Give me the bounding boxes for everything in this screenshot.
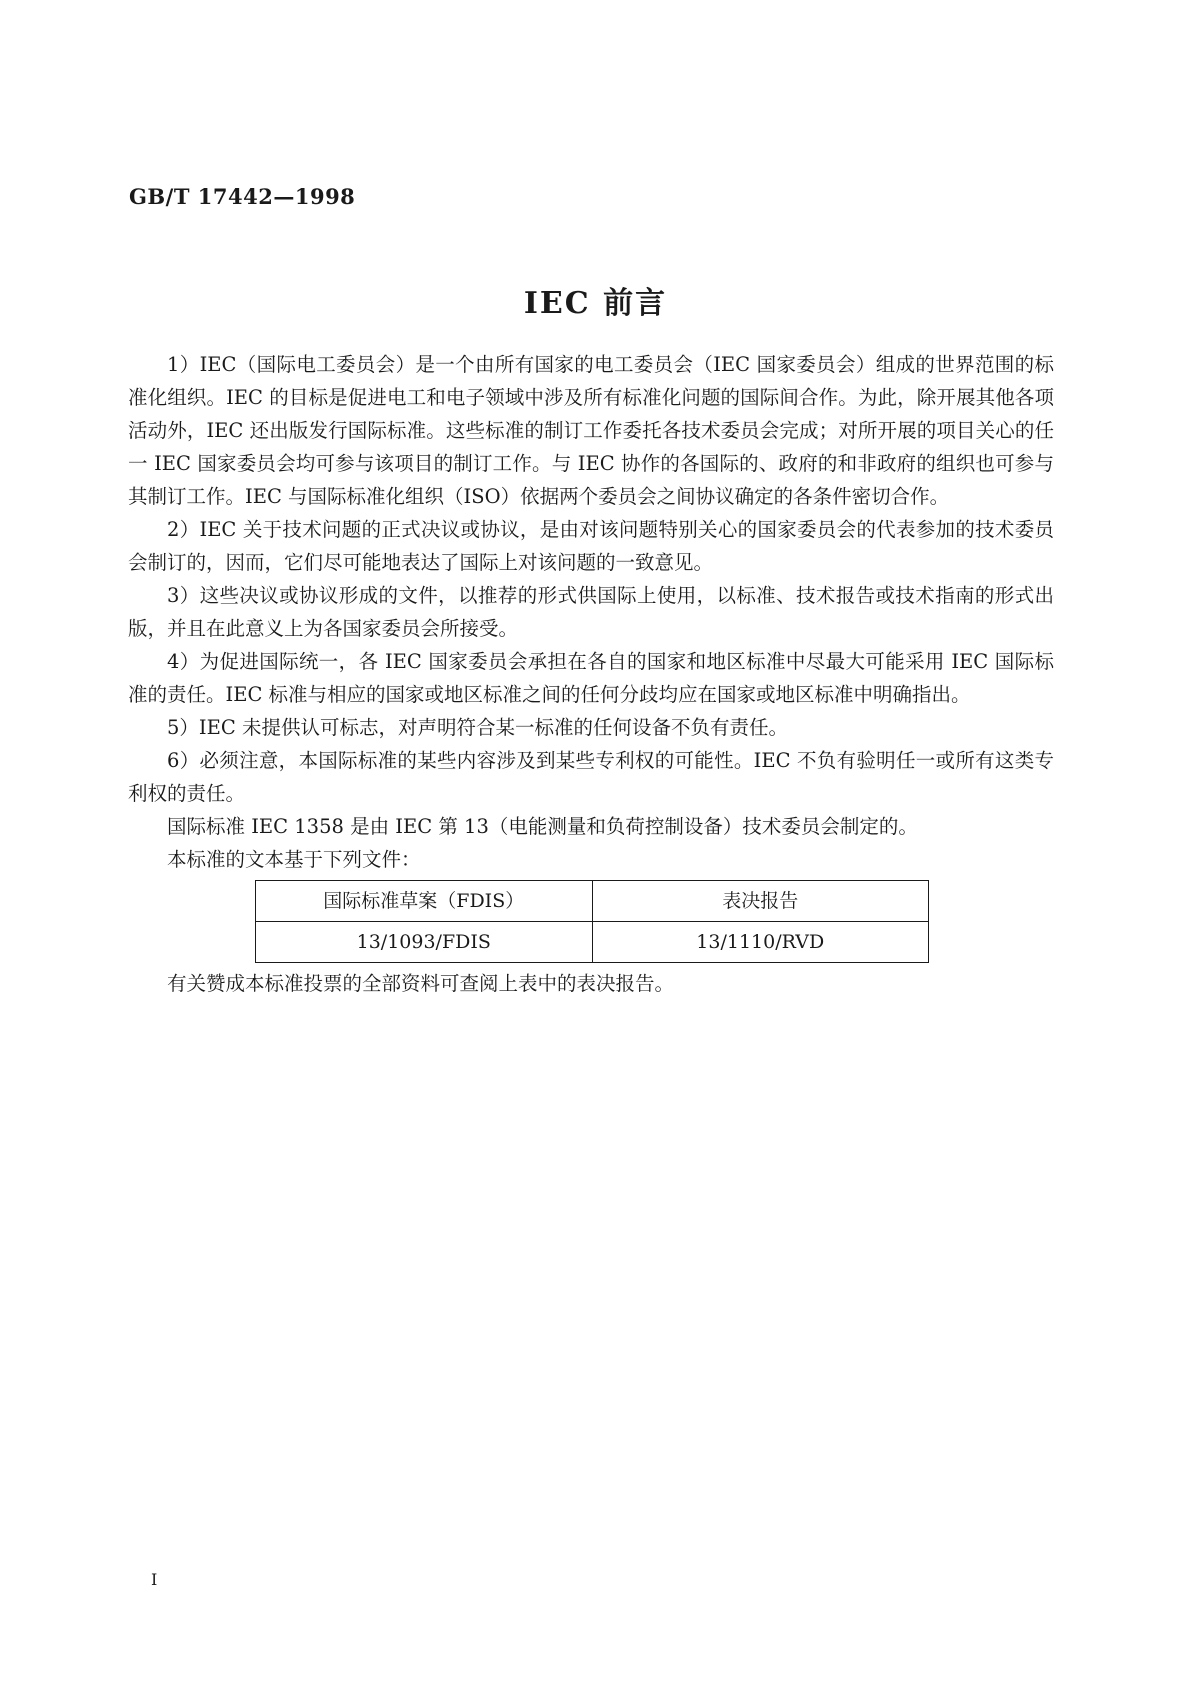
table-cell: 13/1093/FDIS [256,922,593,963]
table-header-cell: 国际标准草案（FDIS） [256,881,593,922]
paragraph-6: 6）必须注意，本国际标准的某些内容涉及到某些专利权的可能性。IEC 不负有验明任一或所有这类专利权的责任。 [128,749,1054,805]
table-cell: 13/1110/RVD [592,922,929,963]
closing-paragraph: 有关赞成本标准投票的全部资料可查阅上表中的表决报告。 [167,972,675,995]
paragraph-3: 3）这些决议或协议形成的文件，以推荐的形式供国际上使用，以标准、技术报告或技术指南的形式出版，并且在此意义上为各国家委员会所接受。 [128,584,1054,640]
paragraph-iec-1358: 国际标准 IEC 1358 是由 IEC 第 13（电能测量和负荷控制设备）技术委员会制定的。 [167,815,918,838]
document-body [128,348,1054,1000]
paragraph-based-on: 本标准的文本基于下列文件： [167,848,421,871]
table-header-row [256,881,929,922]
documents-table [255,880,929,963]
table-row [256,922,929,963]
paragraph-5: 5）IEC 未提供认可标志，对声明符合某一标准的任何设备不负有责任。 [167,716,788,739]
paragraph-4: 4）为促进国际统一，各 IEC 国家委员会承担在各自的国家和地区标准中尽最大可能采用 IEC 国际标准的责任。IEC 标准与相应的国家或地区标准之间的任何分歧均应在国家或地区标准中明确指出。 [128,650,1054,706]
table-header-cell: 表决报告 [592,881,929,922]
standard-code: GB/T 17442—1998 [129,184,356,209]
paragraph-2: 2）IEC 关于技术问题的正式决议或协议，是由对该问题特别关心的国家委员会的代表参加的技术委员会制订的，因而，它们尽可能地表达了国际上对该问题的一致意见。 [128,518,1054,574]
page-number: I [151,1570,158,1589]
paragraph-1: 1）IEC（国际电工委员会）是一个由所有国家的电工委员会（IEC 国家委员会）组成的世界范围的标准化组织。IEC 的目标是促进电工和电子领域中涉及所有标准化问题的国际间合作。为此，除开展其他各项活动外，IEC 还出版发行国际标准。这些标准的制订工作委托各技术委员会完成；对所开展的项目关心的任一 IEC 国家委员会均可参与该项目的制订工作。与 IEC 协作的各国际的、政府的和非政府的组织也可参与其制订工作。IEC 与国际标准化组织（ISO）依据两个委员会之间协议确定的各条件密切合作。 [128,353,1054,508]
page-title: IEC 前言 [523,286,668,321]
